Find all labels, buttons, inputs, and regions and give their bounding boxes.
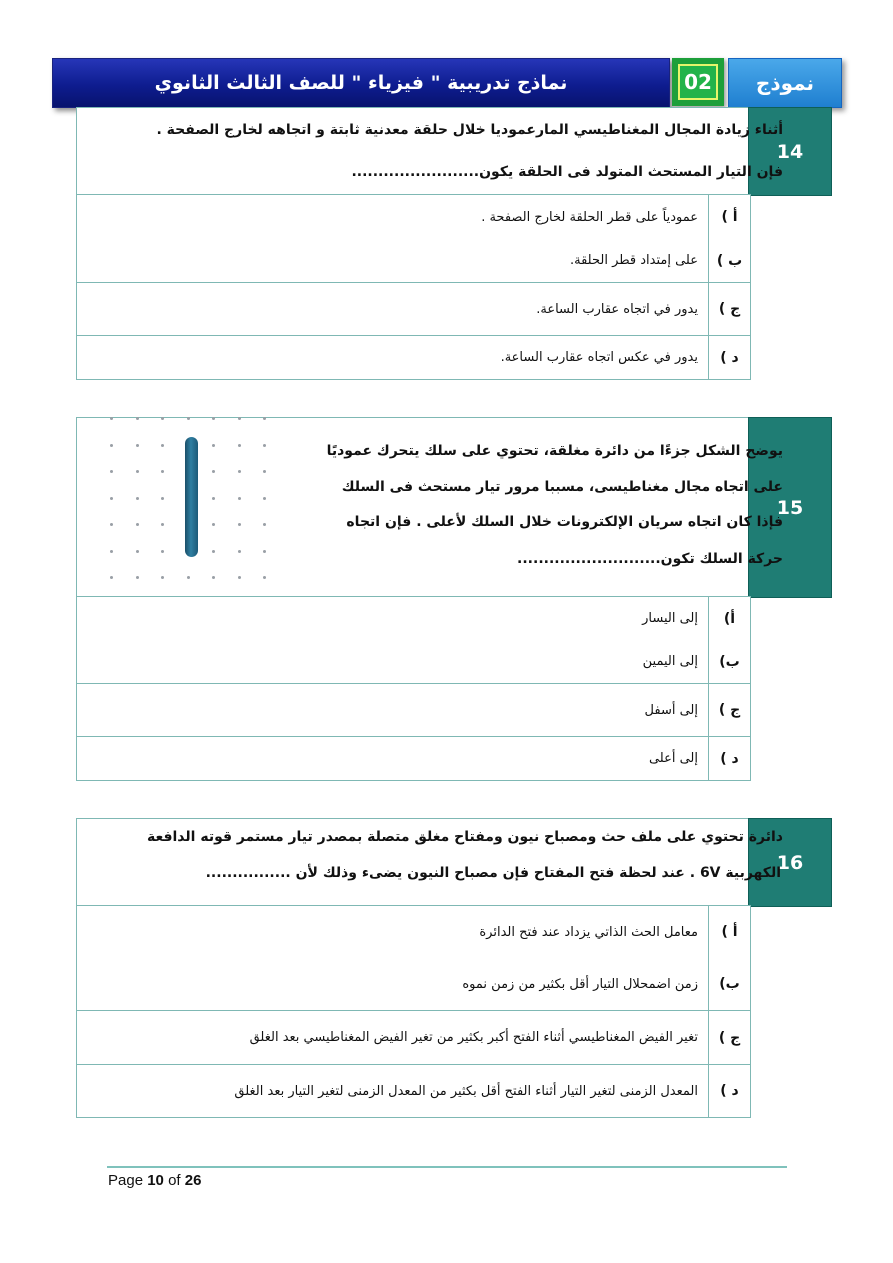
option-text: معامل الحث الذاتي يزداد عند فتح الدائرة (479, 924, 698, 940)
field-dot (263, 417, 266, 420)
option-letter: أ ) (708, 195, 750, 239)
page-total: 26 (184, 1172, 202, 1189)
question-15-line-3: فإذا كان اتجاه سريان الإلكترونات خلال السلك لأعلى . فإن اتجاه (346, 514, 783, 530)
q16-option-b[interactable] (76, 958, 751, 1011)
question-14-line-1: أثناء زيادة المجال المغناطيسي المارعموديا خلال حلقة معدنية ثابتة و اتجاهه لخارج الصفحة . (156, 122, 783, 138)
q14-option-a[interactable] (76, 194, 751, 240)
field-dot (263, 470, 266, 473)
option-letter: أ ) (708, 906, 750, 958)
page-indicator (108, 1172, 201, 1189)
q14-option-d[interactable] (76, 336, 751, 380)
option-text: زمن اضمحلال التيار أقل بكثير من زمن نموه (462, 976, 698, 992)
field-dot (161, 523, 164, 526)
option-text: عمودياً على قطر الحلقة لخارج الصفحة . (481, 209, 698, 225)
field-dot (212, 444, 215, 447)
question-16-number: 16 (748, 818, 832, 907)
field-dot (263, 444, 266, 447)
q16-option-d[interactable] (76, 1065, 751, 1118)
field-dot (238, 497, 241, 500)
page-of-word: of (168, 1172, 181, 1189)
field-dot (212, 497, 215, 500)
question-15-number: 15 (748, 417, 832, 598)
option-text: على إمتداد قطر الحلقة. (569, 253, 698, 268)
option-letter: ج ) (708, 283, 750, 335)
field-dot (238, 417, 241, 420)
field-dot (212, 470, 215, 473)
option-letter: ب ) (708, 239, 750, 282)
field-dot (238, 576, 241, 579)
q16-option-a[interactable] (76, 905, 751, 959)
option-text: يدور في عكس اتجاه عقارب الساعة. (500, 350, 698, 365)
option-letter: ب) (708, 958, 750, 1010)
option-text: يدور في اتجاه عقارب الساعة. (536, 301, 698, 317)
field-dot (263, 497, 266, 500)
model-number-box (672, 58, 724, 106)
field-dot (136, 523, 139, 526)
field-dot (212, 523, 215, 526)
field-dot (110, 523, 113, 526)
question-14-number: 14 (748, 107, 832, 196)
q15-option-a[interactable] (76, 596, 751, 641)
field-dot (238, 550, 241, 553)
option-letter: ج ) (708, 1011, 750, 1064)
field-dot (136, 576, 139, 579)
field-dot (212, 576, 215, 579)
field-dot (263, 523, 266, 526)
question-16-line-1: دائرة تحتوي على ملف حث ومصباح نيون ومفتاح مغلق متصلة بمصدر تيار مستمر قوته الدافعة (146, 829, 783, 845)
question-15-line-4: حركة السلك تكون........................... (517, 551, 783, 567)
option-text: المعدل الزمنى لتغير التيار أثناء الفتح أقل بكثير من المعدل الزمنى لتغير التيار بعد الغلق (234, 1083, 698, 1099)
field-dot (161, 470, 164, 473)
field-dot (136, 550, 139, 553)
option-text: إلى اليسار (642, 611, 698, 626)
field-dot (212, 550, 215, 553)
field-dot (212, 417, 215, 420)
field-dot (110, 576, 113, 579)
field-dot (238, 470, 241, 473)
model-number: 02 (678, 64, 718, 100)
field-dot (263, 576, 266, 579)
footer-divider (107, 1166, 787, 1168)
option-text: تغير الفيض المغناطيسي أثناء الفتح أكبر بكثير من تغير الفيض المغناطيسي بعد الغلق (249, 1030, 698, 1045)
q15-option-d[interactable] (76, 737, 751, 781)
question-15-line-1: يوضح الشكل جزءًا من دائرة مغلقة، تحتوي على سلك يتحرك عموديًا (326, 443, 783, 459)
option-text: إلى أعلى (648, 751, 698, 766)
page-current: 10 (147, 1172, 164, 1189)
moving-wire (185, 437, 198, 557)
option-text: إلى اليمين (642, 654, 698, 669)
option-letter: د ) (708, 1065, 750, 1117)
q14-option-c[interactable] (76, 283, 751, 336)
field-dot (238, 444, 241, 447)
field-dot (136, 417, 139, 420)
option-letter: د ) (708, 336, 750, 379)
page-title-banner (52, 58, 670, 108)
field-dot (263, 550, 266, 553)
field-dot (161, 576, 164, 579)
option-letter: أ) (708, 597, 750, 640)
field-dot (136, 470, 139, 473)
field-dot (161, 550, 164, 553)
field-dot (136, 497, 139, 500)
page-title: نماذج تدريبية " فيزياء " للصف الثالث الثانوي (154, 72, 568, 94)
q16-option-c[interactable] (76, 1011, 751, 1065)
q15-option-c[interactable] (76, 684, 751, 737)
question-14-line-2: فإن التيار المستحث المتولد فى الحلقة يكون........................ (351, 164, 783, 180)
field-dot (110, 470, 113, 473)
question-15-line-2: على اتجاه مجال مغناطيسى، مسببا مرور تيار مستحث فى السلك (341, 479, 783, 495)
q14-option-b[interactable] (76, 239, 751, 283)
field-dot (187, 576, 190, 579)
page-word: Page (108, 1172, 144, 1189)
field-dot (238, 523, 241, 526)
option-letter: ج ) (708, 684, 750, 736)
field-dot (161, 444, 164, 447)
field-dot (187, 417, 190, 420)
field-dot (136, 444, 139, 447)
field-dot (110, 444, 113, 447)
option-text: إلى أسفل (644, 702, 698, 718)
model-label-box (728, 58, 842, 108)
option-letter: ب) (708, 640, 750, 683)
field-dot (161, 497, 164, 500)
option-letter: د ) (708, 737, 750, 780)
field-dot (161, 417, 164, 420)
question-16-line-2: الكهربية 6V . عند لحظة فتح المفتاح فإن مصباح النيون يضىء وذلك لأن ................ (205, 865, 781, 881)
field-dot (110, 550, 113, 553)
field-dot (110, 497, 113, 500)
field-dot (110, 417, 113, 420)
q15-option-b[interactable] (76, 640, 751, 684)
model-label: نموذج (755, 71, 815, 95)
